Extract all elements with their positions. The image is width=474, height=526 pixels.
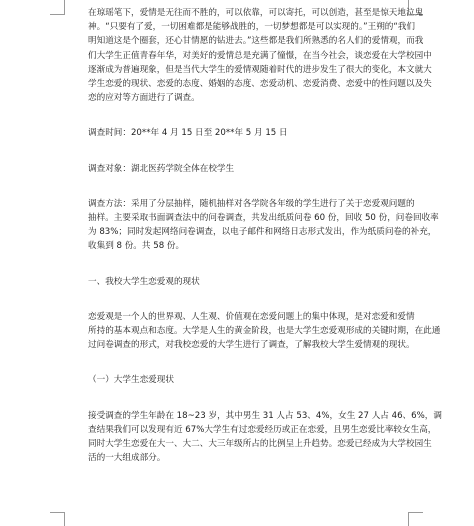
section-1-paragraph bbox=[88, 310, 441, 353]
text-line: 逐渐成为普遍现象，但是当代大学生的爱情观随着时代的进步发生了很大的变化，本文就大 bbox=[88, 64, 432, 75]
crop-mark-bottom-left bbox=[50, 512, 65, 526]
survey-subject: 调查对象：湖北医药学院全体在校学生 bbox=[88, 163, 235, 174]
text-line: 调查方法：采用了分层抽样，随机抽样对各学院各年级的学生进行了关于恋爱观问题的 bbox=[88, 198, 415, 209]
text-line: 恋的应对等方面进行了调查。 bbox=[88, 93, 200, 104]
text-line: 同时大学生恋爱在大一、大二、大三年级所占的比例呈上升趋势。恋爱已经成为大学校园生 bbox=[88, 439, 432, 450]
text-line: 神。“只要有了爱，一切困难都是能够战胜的，一切梦想都是可以实现的。”王朔的“我们 bbox=[88, 22, 416, 33]
section-heading: 一、我校大学生恋爱观的现状 bbox=[88, 276, 200, 287]
text-line: 查结果我们可以发现有近 67%大学生有过恋爱经历或正在恋爱，且男生恋爱比率较女生高， bbox=[88, 424, 437, 435]
text-line: 为 83%；同时发起网络问卷调查，以电子邮件和网络日志形式发出，作为纸质问卷的补充， bbox=[88, 227, 437, 238]
intro-paragraph bbox=[88, 6, 432, 105]
text-line: 明知道这是个圈套，还心甘情愿的钻进去。”这些都是我们所熟悉的名人们的爱情观，而我 bbox=[88, 36, 424, 47]
crop-mark-bottom-right bbox=[408, 512, 423, 526]
text-line: 收集到 8 份。共 58 份。 bbox=[88, 241, 185, 252]
text-line: 活的一大组成部分。 bbox=[88, 453, 166, 464]
survey-time: 调查时间：20**年 4 月 15 日至 20**年 5 月 15 日 bbox=[88, 128, 288, 139]
text-line: 在琼瑶笔下，爱情是无往而不胜的，可以依靠，可以寄托，可以创造，甚至是惊天地泣鬼 bbox=[88, 8, 424, 18]
text-line: 恋爱观是一个人的世界观、人生观、价值观在恋爱问题上的集中体现，是对恋爱和爱情 bbox=[88, 311, 415, 322]
subsection-heading: （一）大学生恋爱现状 bbox=[88, 375, 174, 386]
text-line: 所持的基本观点和态度。大学是人生的黄金阶段，也是大学生恋爱观形成的关键时期，在此通 bbox=[88, 326, 441, 337]
subsection-1-paragraph bbox=[88, 409, 442, 466]
text-line: 抽样。主要采取书面调查法中的问卷调查，共发出纸质问卷 60 份，回收 50 份，问卷回收率 bbox=[88, 213, 439, 224]
crop-mark-top-left bbox=[50, 0, 65, 15]
text-line: 过问卷调查的形式，对我校恋爱的大学生进行了调查，了解我校大学生爱情观的现状。 bbox=[88, 340, 415, 351]
text-line: 学生恋爱的现状、恋爱的态度、婚姻的态度、恋爱动机、恋爱消费、恋爱中的性问题以及失 bbox=[88, 79, 432, 90]
survey-method-paragraph bbox=[88, 197, 439, 254]
document-body bbox=[88, 6, 442, 465]
text-line: 们大学生正值青春年华，对美好的爱情总是充满了憧憬，在当今社会，谈恋爱在大学校园中 bbox=[88, 50, 432, 61]
text-line: 接受调查的学生年龄在 18~23 岁，其中男生 31 人占 53、4%，女生 27 人占 46、6%，调 bbox=[88, 410, 442, 421]
